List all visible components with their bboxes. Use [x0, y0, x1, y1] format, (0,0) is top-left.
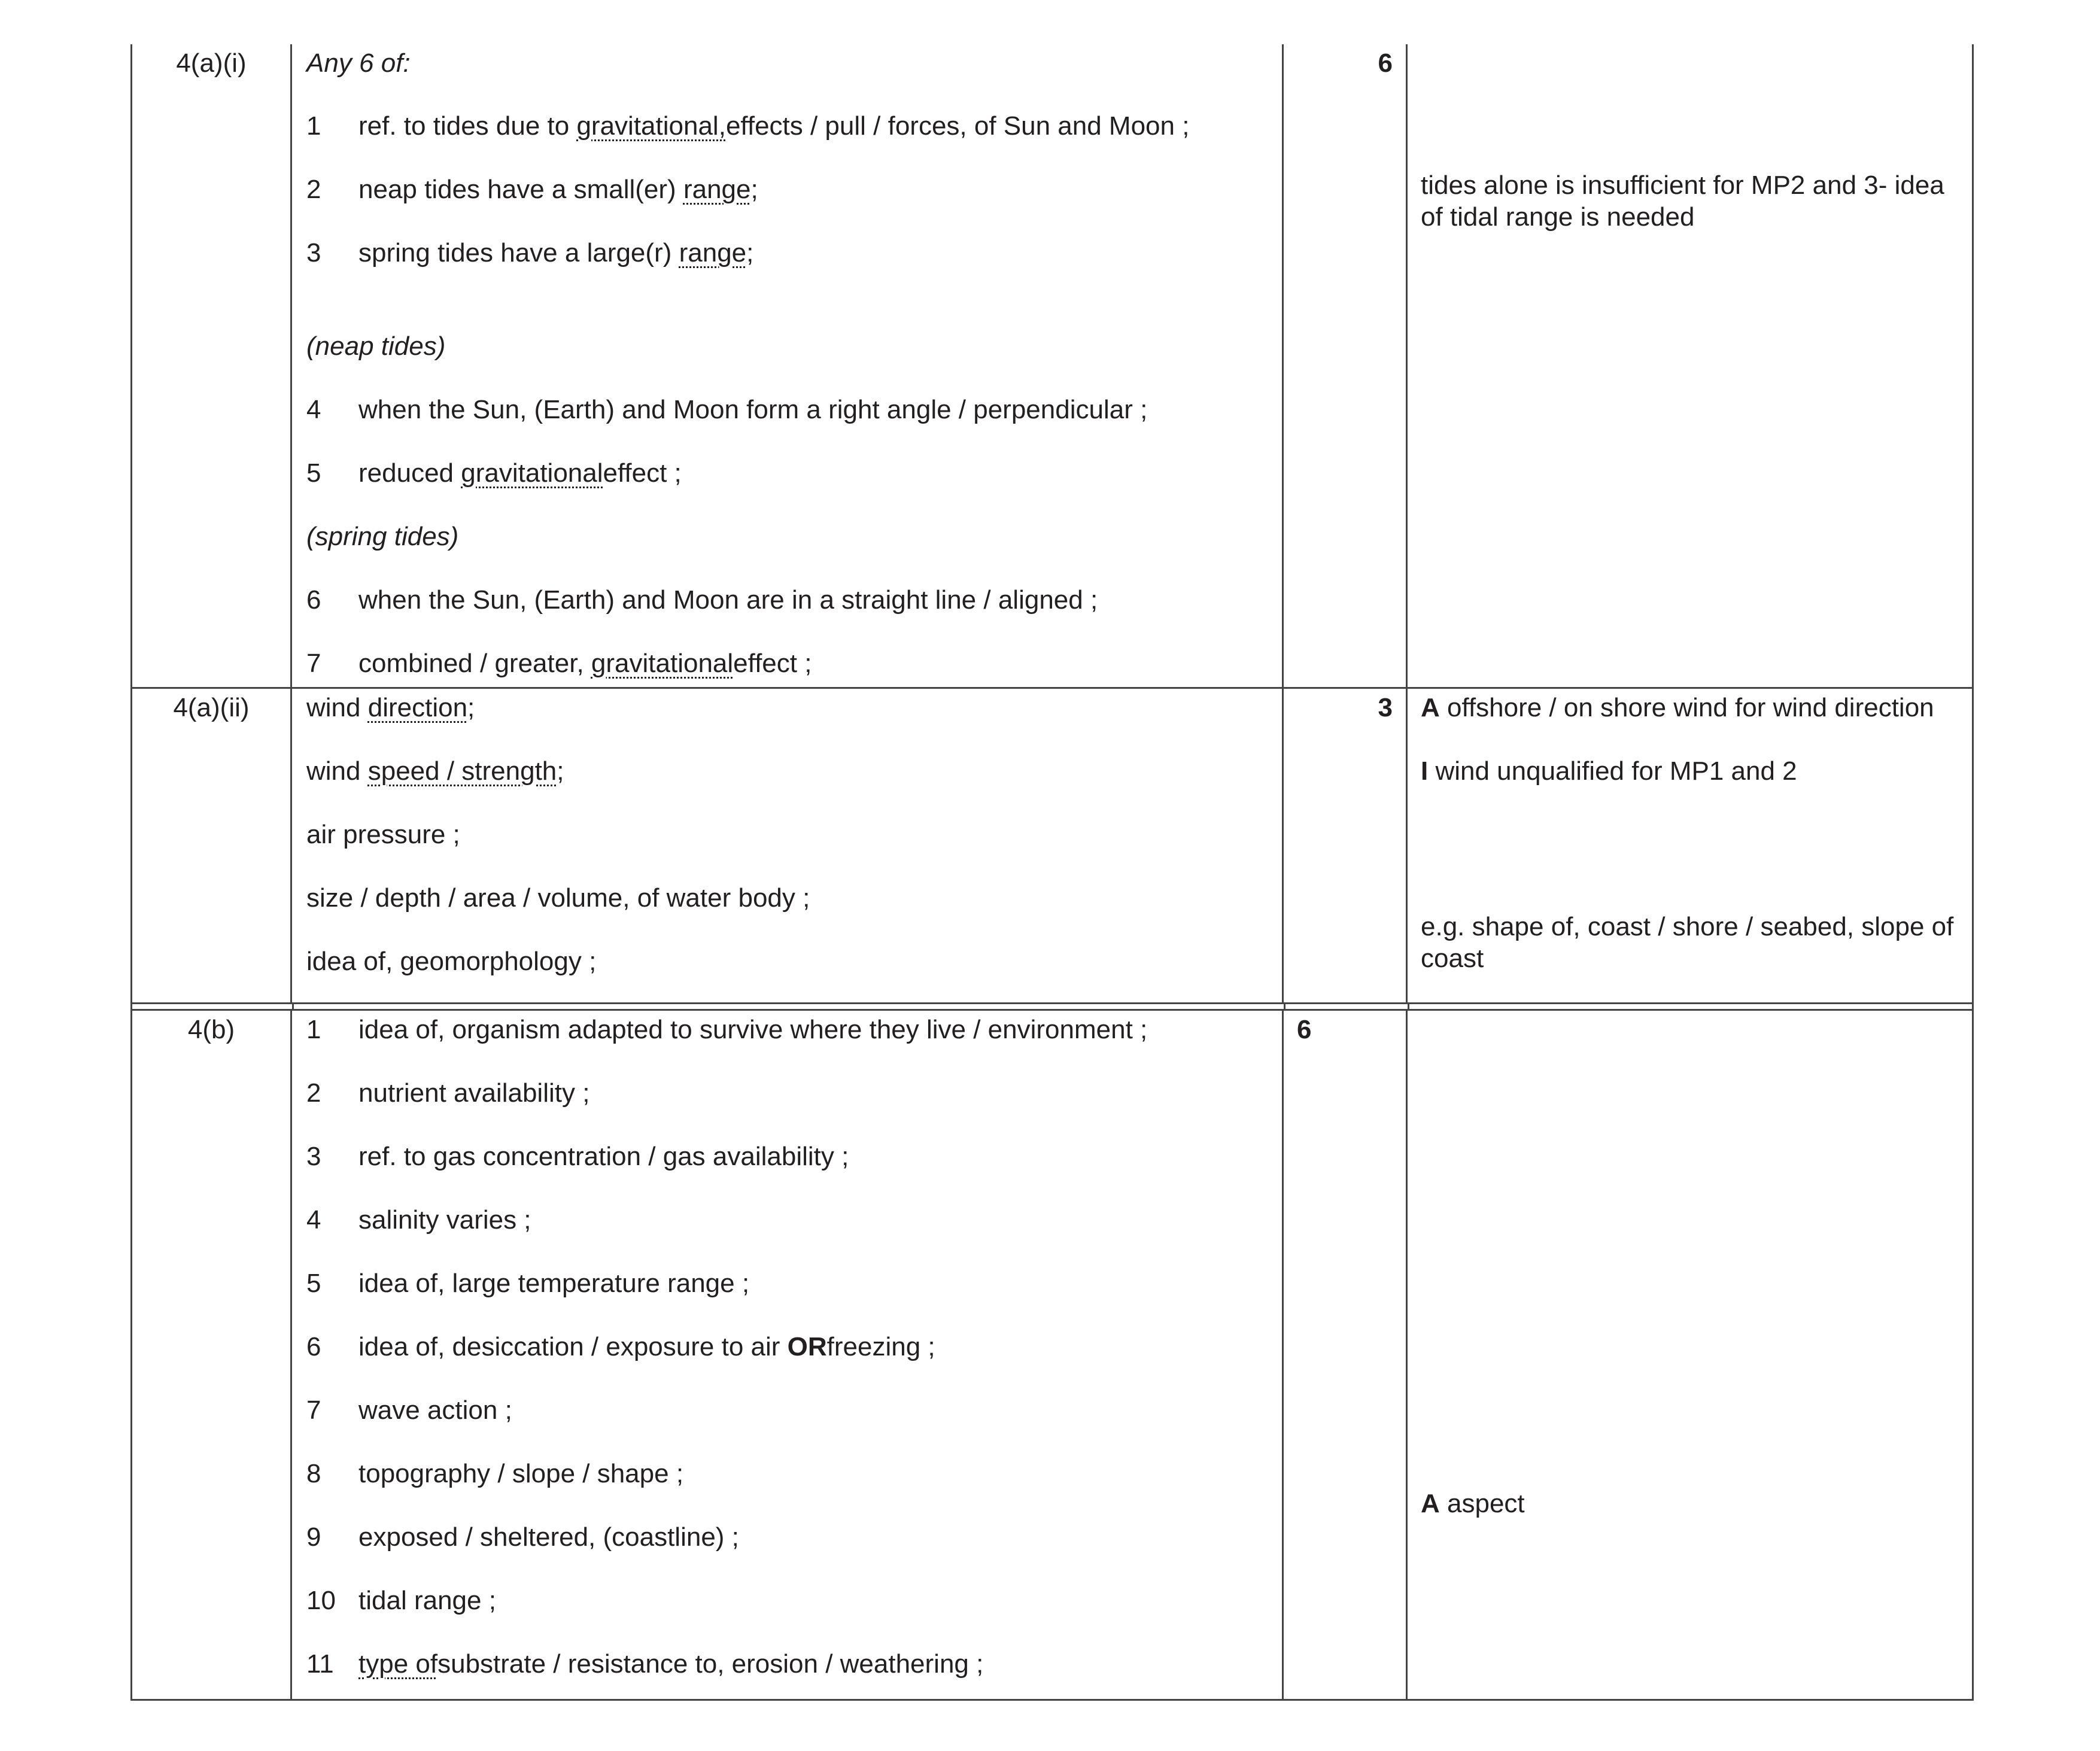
guidance-cell — [1408, 689, 1972, 1002]
marking-point: 9 exposed / sheltered, (coastline) ; — [306, 1522, 739, 1552]
marking-point: 6 when the Sun, (Earth) and Moon are in a straight line / aligned ; — [306, 585, 1098, 615]
answer-cell — [292, 1011, 1284, 1699]
marking-point: 7 wave action ; — [306, 1396, 512, 1425]
row-4b — [130, 1011, 1974, 1701]
marking-point: 1 idea of, organism adapted to survive where they live / environment ; — [306, 1015, 1148, 1044]
marking-point: idea of, geomorphology ; — [306, 947, 597, 976]
guidance-accept: A aspect — [1421, 1489, 1525, 1518]
row-4ai — [130, 44, 1974, 687]
marking-point: air pressure ; — [306, 820, 460, 849]
question-number: 4(a)(i) — [132, 44, 292, 687]
marking-point: 8 topography / slope / shape ; — [306, 1459, 684, 1488]
marking-point: size / depth / area / volume, of water body ; — [306, 883, 810, 913]
marking-point: 2 neap tides have a small(er) range ; — [306, 175, 758, 204]
marks-value: 6 — [1284, 44, 1408, 687]
row-4aii — [130, 687, 1974, 1002]
marking-point: wind direction ; — [306, 693, 475, 722]
marking-point: wind speed / strength ; — [306, 756, 564, 786]
marking-point: 4 when the Sun, (Earth) and Moon form a right angle / perpendicular ; — [306, 395, 1148, 424]
guidance-cell — [1408, 44, 1972, 687]
answer-cell — [292, 689, 1284, 1002]
marking-point: 6 idea of, desiccation / exposure to air OR freezing ; — [306, 1332, 935, 1361]
marking-point: 2 nutrient availability ; — [306, 1078, 590, 1108]
neap-tides-heading: (neap tides) — [306, 332, 446, 361]
guidance-cell — [1408, 1011, 1972, 1699]
guidance-ignore: I wind unqualified for MP1 and 2 — [1421, 756, 1797, 786]
marking-point: 3 spring tides have a large(r) range ; — [306, 238, 754, 267]
question-number: 4(b) — [132, 1011, 292, 1699]
marking-point: 4 salinity varies ; — [306, 1205, 531, 1235]
marking-point: 7 combined / greater, gravitational effect ; — [306, 649, 812, 678]
answer-cell — [292, 44, 1284, 687]
row-divider — [130, 1002, 1974, 1011]
marks-value: 3 — [1284, 689, 1408, 1002]
guidance-text: tides alone is insufficient for MP2 and 3- idea of tidal range is needed — [1421, 171, 1944, 232]
marking-point: 5 idea of, large temperature range ; — [306, 1269, 750, 1298]
marking-point: 5 reduced gravitational effect ; — [306, 458, 682, 488]
question-number: 4(a)(ii) — [132, 689, 292, 1002]
any-6-of-label: Any 6 of: — [306, 48, 411, 78]
guidance-example: e.g. shape of, coast / shore / seabed, slope of coast — [1421, 912, 1954, 973]
marking-point: 1 ref. to tides due to gravitational, effects / pull / forces, of Sun and Moon ; — [306, 111, 1190, 141]
spring-tides-heading: (spring tides) — [306, 522, 459, 551]
marking-point: 11 type of substrate / resistance to, erosion / weathering ; — [306, 1649, 984, 1679]
marking-point: 3 ref. to gas concentration / gas availability ; — [306, 1142, 849, 1171]
mark-scheme-table — [130, 44, 1974, 1701]
marking-point: 10 tidal range ; — [306, 1586, 496, 1615]
guidance-accept: A offshore / on shore wind for wind direction — [1421, 693, 1934, 722]
marks-value: 6 — [1284, 1011, 1408, 1699]
